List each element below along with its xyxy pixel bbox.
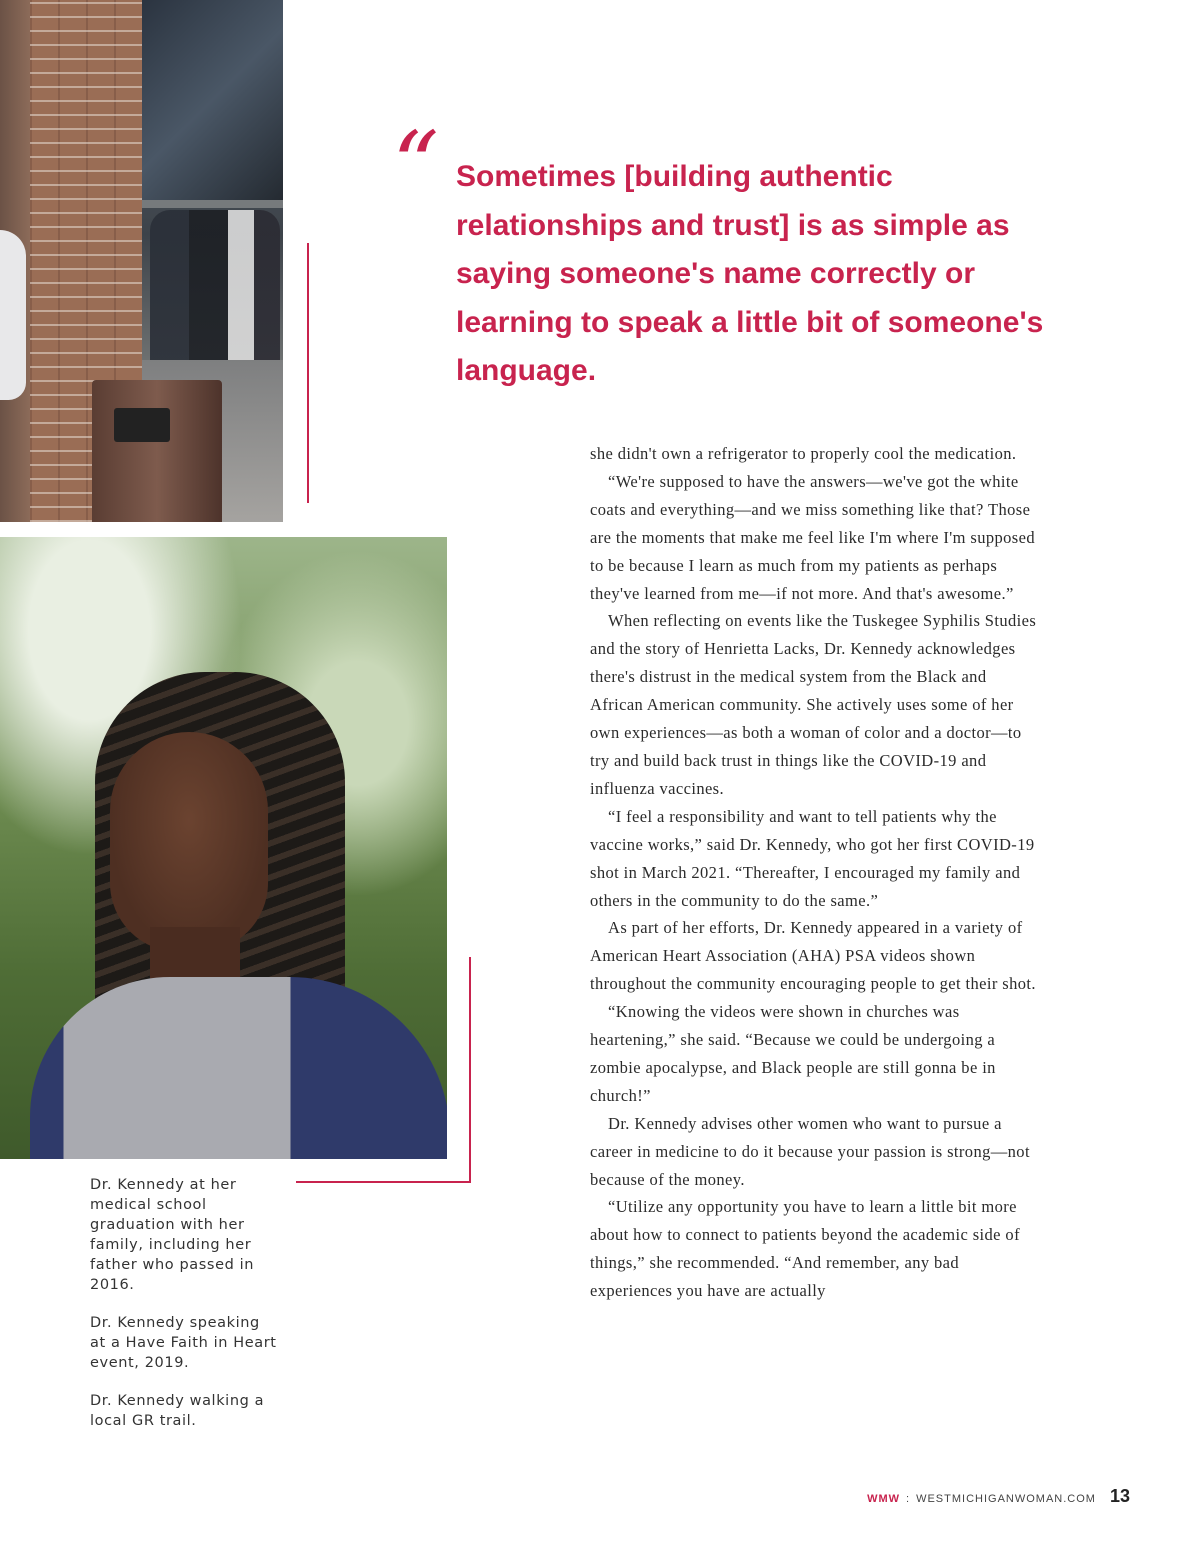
body-paragraph: As part of her efforts, Dr. Kennedy appeared in a variety of American Heart Association (AHA) PSA videos shown throughout the community encouraging people to get their shot. (590, 918, 1036, 994)
body-paragraph: “Knowing the videos were shown in churches was heartening,” she said. “Because we could be undergoing a zombie apocalypse, and Black people are still gonna be in church!” (590, 1002, 996, 1105)
accent-rule-horizontal (296, 1181, 471, 1183)
body-paragraph: Dr. Kennedy advises other women who want to pursue a career in medicine to do it because your passion is strong—not because of the money. (590, 1113, 1030, 1189)
footer-site: WESTMICHIGANWOMAN.COM (916, 1493, 1096, 1505)
body-paragraph: “I feel a responsibility and want to tell patients why the vaccine works,” said Dr. Kennedy, who got her first COVID-19 shot in March 2021. “Thereafter, I encouraged my family and others in the community to do the same.” (590, 806, 1035, 910)
photo-face (110, 732, 268, 952)
photo-window (142, 0, 283, 208)
pull-quote: Sometimes [building authentic relationships and trust] is as simple as saying someone's name correctly or learning to speak a little bit of someone's language. (456, 160, 1044, 387)
footer-brand: WMW (867, 1493, 901, 1505)
accent-rule-vertical-top (307, 243, 309, 503)
caption-trail: Dr. Kennedy walking a local GR trail. (90, 1393, 265, 1429)
body-paragraph: “We're supposed to have the answers—we've got the white coats and everything—and we miss something like that? Those are the moments that make me feel like I'm where I'm supposed to be because I learn as much from my patients as perhaps they've learned from me—if not more. And that's awesome.” (590, 471, 1035, 603)
page-footer (867, 1486, 1130, 1507)
graduation-photo (0, 0, 283, 522)
body-paragraph: she didn't own a refrigerator to properly cool the medication. (590, 444, 1017, 463)
article-body (590, 440, 1040, 1305)
photo-shirt (30, 977, 447, 1159)
trail-portrait-photo (0, 537, 447, 1159)
photo-crowd (150, 210, 280, 360)
photo-trashcan (92, 380, 222, 522)
caption-graduation: Dr. Kennedy at her medical school graduation with her family, including her father who passed in 2016. (90, 1177, 255, 1293)
accent-rule-vertical-bottom (469, 957, 471, 1183)
photo-figure (0, 230, 26, 400)
body-paragraph: When reflecting on events like the Tuskegee Syphilis Studies and the story of Henrietta Lacks, Dr. Kennedy acknowledges there's distrust in the medical system from the Black and African American community. She actively uses some of her own experiences—as both a woman of color and a doctor—to try and build back trust in things like the COVID-19 and influenza vaccines. (590, 611, 1037, 798)
body-paragraph: “Utilize any opportunity you have to learn a little bit more about how to connect to patients beyond the academic side of things,” she recommended. “And remember, any bad experiences you have are actually (590, 1197, 1020, 1301)
footer-separator: : (906, 1493, 911, 1505)
quote-mark-icon: “ (392, 112, 440, 219)
caption-event: Dr. Kennedy speaking at a Have Faith in Heart event, 2019. (90, 1315, 277, 1371)
photo-captions (90, 1175, 280, 1449)
page-number: 13 (1109, 1486, 1130, 1506)
